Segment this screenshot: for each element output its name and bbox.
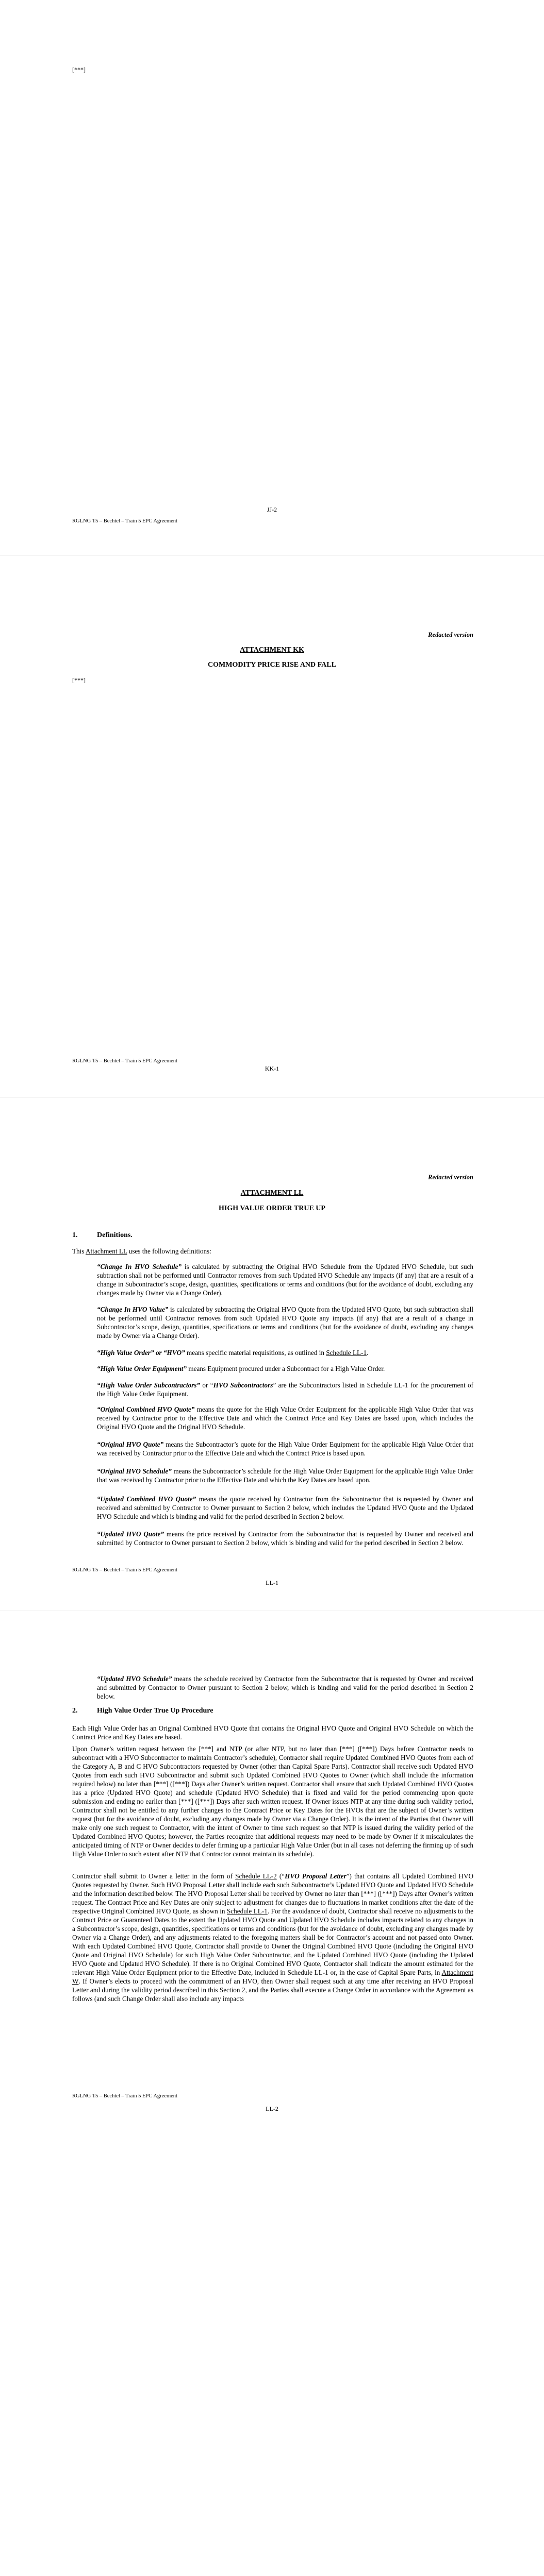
definition-updated-combined-hvo-quote <box>97 1495 473 1521</box>
definition-original-hvo-quote <box>97 1440 473 1458</box>
attachment-subtitle: HIGH VALUE ORDER TRUE UP <box>219 1205 325 1212</box>
page-number: LL-1 <box>266 1579 278 1586</box>
definition-high-value-order <box>97 1348 473 1357</box>
definition-high-value-order-equipment <box>97 1364 473 1373</box>
definition-term: “High Value Order Subcontractors” <box>97 1381 200 1389</box>
page-separator <box>0 555 544 556</box>
paragraph-text: ”) that contains all Updated Combined HVO Quotes requested by Owner. Such HVO Proposal Letter shall include each such Subcontractor’s Updated HVO Quote and Updated HVO Schedule and the information described below. The HVO Proposal Letter shall be received by Owner no later than [***] ([***]) Days after Owner’s written request. The Contract Price and Key Dates are only subject to adjustment for changes due to fluctuations in market conditions after the date of the respective Original Combined HVO Quote, as shown in <box>72 1872 474 1915</box>
definition-text: means Equipment procured under a Subcontract for a High Value Order. <box>187 1365 385 1372</box>
paragraph-text: . If Owner’s elects to proceed with the commitment of an HVO, then Owner shall request such at any time after receiving an HVO Proposal Letter and during the validity period described in this Section 2, and the Parties shall execute a Change Order in accordance with the Agreement as follows (and such Change Order shall also include any impacts <box>72 1977 473 2003</box>
page-number: JJ-2 <box>267 506 277 513</box>
definition-text: means specific material requisitions, as outlined in <box>185 1349 326 1357</box>
definition-text: means the quote for the High Value Order Equipment for the applicable High Value Order that was received by Contractor prior to the Effective Date and which the Contract Price and Key Dates are based upon, which includes the Original HVO Quote and the Original HVO Schedule. <box>97 1405 474 1431</box>
definition-term: “Original Combined HVO Quote” <box>97 1405 195 1413</box>
definition-term: “Change In HVO Schedule” <box>97 1263 182 1270</box>
redacted-marker: [***] <box>72 66 86 73</box>
page-number: KK-1 <box>265 1065 279 1072</box>
definition-text: ” are the Subcontractors listed in Schedule LL-1 for the procurement of the High Value Order Equipment. <box>97 1381 474 1398</box>
schedule-reference-link[interactable]: Schedule LL-2 <box>235 1872 277 1880</box>
redacted-version-label: Redacted version <box>428 1174 473 1181</box>
section-heading: High Value Order True Up Procedure <box>97 1707 213 1715</box>
page-footer: RGLNG T5 – Bechtel – Train 5 EPC Agreement <box>72 1058 177 1064</box>
definition-text: . <box>367 1349 369 1357</box>
definition-text: means the Subcontractor’s schedule for the High Value Order Equipment for the applicable High Value Order that was received by Contractor prior to the Effective Date and which the Key Dates are based upon. <box>97 1467 473 1484</box>
attachment-title: ATTACHMENT LL <box>240 1189 304 1197</box>
definition-term: “Updated HVO Schedule” <box>97 1675 172 1683</box>
definition-change-in-hvo-value <box>97 1305 473 1340</box>
intro-text: This <box>72 1247 86 1255</box>
definition-term: “Change In HVO Value” <box>97 1306 169 1313</box>
section-number: 1. <box>72 1231 78 1239</box>
paragraph-text: (“ <box>276 1872 285 1880</box>
paragraph-text: Contractor shall submit to Owner a letter in the form of <box>72 1872 236 1880</box>
definition-updated-hvo-quote <box>97 1530 473 1547</box>
redacted-version-label: Redacted version <box>428 631 473 638</box>
definition-term: “Updated HVO Quote” <box>97 1530 164 1538</box>
definition-term: HVO Subcontractors <box>213 1381 273 1389</box>
redacted-marker: [***] <box>72 676 86 684</box>
definition-term: “Updated Combined HVO Quote” <box>97 1495 196 1503</box>
paragraph-text: . For the avoidance of doubt, Contractor shall receive no adjustments to the Contract Price or Guaranteed Dates to the extent the Updated HVO Quote and Updated HVO Schedule includes impacts related to any changes in a Subcontractor’s scope, design, quantities, specifications or terms and conditions (but for the avoidance of doubt, excluding any changes made by Owner via a Change Order), and any adjustments related to the foregoing matters shall be for Contractor’s account and not passed onto Owner. With each Updated Combined HVO Quote, Contractor shall provide to Owner the Original Combined HVO Quote (including the Original HVO Quote and Original HVO Schedule) for such High Value Order Subcontractor, and the Updated Combined HVO Quote (including the Updated HVO Quote and Updated HVO Schedule). If there is no Original Combined HVO Quote, Contractor shall indicate the amount estimated for the relevant High Value Order Equipment prior to the Effective Date, included in Schedule LL-1 or, in the case of Capital Spare Parts, in <box>72 1907 474 1976</box>
definition-text: means the price received by Contractor from the Subcontractor that is requested by Owner and received and submitted by Contractor to Owner pursuant to Section 2 below, which is binding and valid for the period described in Section 2 below. <box>97 1530 473 1547</box>
attachment-subtitle: COMMODITY PRICE RISE AND FALL <box>208 661 336 669</box>
intro-text: uses the following definitions: <box>127 1247 211 1255</box>
schedule-reference-link[interactable]: Schedule LL-1 <box>326 1349 367 1357</box>
page-separator <box>0 1097 544 1098</box>
definition-hvo-subcontractors <box>97 1381 473 1398</box>
section-number: 2. <box>72 1707 78 1715</box>
definition-text: is calculated by subtracting the Original HVO Schedule from the Updated HVO Schedule, but such subtraction shall not be performed until Contractor removes from such Updated HVO Schedule any impacts (if any) that are a result of a change in Subcontractor’s scope, design, quantities, specifications or terms and conditions (but for the avoidance of doubt, excluding any changes made by Owner via a Change Order). <box>97 1263 473 1297</box>
procedure-paragraph-2: Upon Owner’s written request between the [***] and NTP (or after NTP, but no later than [***] ([***]) Days before Contractor needs to subcontract with a HVO Subcontractor to maintain Contractor’s schedule), Contractor shall require Updated Combined HVO Quotes from each of the Category A, B and C HVO Subcontractors requested by Owner (other than Capital Spare Parts). Contractor shall receive such Updated HVO Quotes from each such HVO Subcontractor and submit such Updated Combined HVO Quotes to Owner (which shall include the information required below) no later than [***] ([***]) Days after Owner’s written request. Contractor shall ensure that such Updated Combined HVO Quotes has a price (Updated HVO Quote) and schedule (Updated HVO Schedule) that is fixed and valid for the period commencing upon quote submission and ending no earlier than [***] ([***]) Days after such written request. If Owner issues NTP at any time during such validity period, Contractor shall not be entitled to any further changes to the Contract Price or Key Dates for the HVOs that are the subject of Owner’s written request (but for the avoidance of doubt, excluding any changes made by Owner via a Change Order). It is the intent of the Parties that Owner will make only one such request to Contractor, with the intent of Owner to time such request so that NTP is issued during the validity period of the Updated Combined HVO Quotes; however, the Parties recognize that additional requests may need to be made by Owner if it miscalculates the anticipated timing of NTP or Owner decides to defer firming up a particular High Value Order (but in all cases not deferring the firming up of such High Value Order to such extent after NTP that Contractor cannot maintain its schedule). <box>72 1745 473 1858</box>
definition-text: or “ <box>200 1381 213 1389</box>
page-footer: RGLNG T5 – Bechtel – Train 5 EPC Agreement <box>72 2093 177 2099</box>
definition-text: means the quote received by Contractor from the Subcontractor that is requested by Owner and received and submitted by Contractor to Owner pursuant to Section 2 below, which includes the Updated HVO Quote and the Updated HVO Schedule and which is binding and valid for the period described in Section 2 below. <box>97 1495 473 1520</box>
procedure-paragraph-3 <box>72 1872 473 2003</box>
definition-term: “High Value Order Equipment” <box>97 1365 187 1372</box>
procedure-paragraph-1: Each High Value Order has an Original Combined HVO Quote that contains the Original HVO Quote and Original HVO Schedule on which the Contract Price and Key Dates are based. <box>72 1724 473 1741</box>
definition-original-hvo-schedule <box>97 1467 473 1484</box>
attachment-reference-link[interactable]: Attachment LL <box>86 1247 127 1255</box>
attachment-reference-link[interactable]: Attachment W <box>72 1969 473 1985</box>
definition-updated-hvo-schedule <box>97 1674 473 1701</box>
definition-original-combined-hvo-quote <box>97 1405 473 1431</box>
page-number: LL-2 <box>266 2105 278 2112</box>
schedule-reference-link[interactable]: Schedule LL-1 <box>226 1907 268 1915</box>
page-footer: RGLNG T5 – Bechtel – Train 5 EPC Agreement <box>72 518 177 524</box>
definition-text: is calculated by subtracting the Original HVO Quote from the Updated HVO Quote, but such subtraction shall not be performed until Contractor removes from such Updated HVO Quote any impacts (if any) that are a result of a change in Subcontractor’s scope, design, quantities, specifications or terms and conditions (but for the avoidance of doubt, excluding any changes made by Owner via a Change Order). <box>97 1306 473 1340</box>
page-footer: RGLNG T5 – Bechtel – Train 5 EPC Agreement <box>72 1567 177 1573</box>
definition-term: “Original HVO Quote” <box>97 1440 164 1448</box>
definition-term: “High Value Order” or “HVO” <box>97 1349 185 1357</box>
section-intro <box>72 1247 473 1256</box>
section-heading: Definitions. <box>97 1231 133 1239</box>
definition-text: means the schedule received by Contractor from the Subcontractor that is requested by Owner and received and submitted by Contractor to Owner pursuant to Section 2 below, which is binding and valid for the period described in Section 2 below. <box>97 1675 473 1700</box>
page-separator <box>0 1610 544 1611</box>
attachment-title: ATTACHMENT KK <box>240 646 304 654</box>
definition-change-in-hvo-schedule <box>97 1262 473 1297</box>
definition-text: means the Subcontractor’s quote for the High Value Order Equipment for the applicable High Value Order that was received by Contractor prior to the Effective Date and which the Contract Price is based upon. <box>97 1440 473 1457</box>
definition-term: “Original HVO Schedule” <box>97 1467 172 1475</box>
defined-term: HVO Proposal Letter <box>285 1872 347 1880</box>
